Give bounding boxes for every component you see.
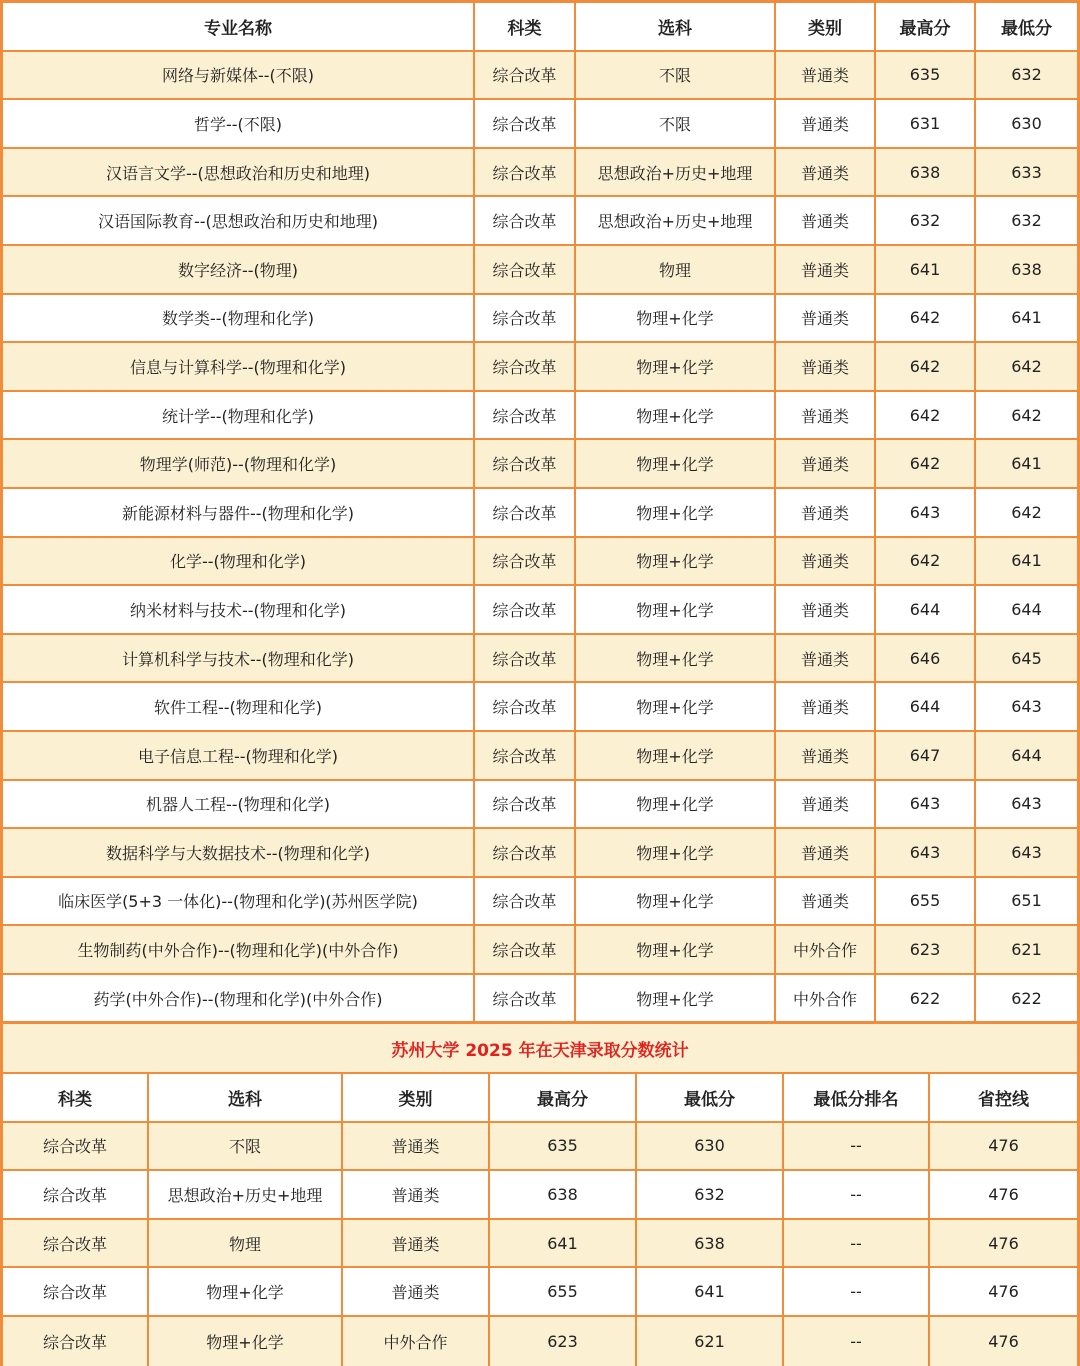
table-cell: 物理 [149,1220,343,1269]
table-cell: 632 [976,197,1077,246]
table-row [3,246,1077,295]
table-cell: 643 [976,829,1077,878]
table-cell: 物理+化学 [576,732,776,781]
table-cell: 物理+化学 [576,295,776,344]
table-cell: 数据科学与大数据技术--(物理和化学) [3,829,475,878]
table-row [3,586,1077,635]
table-row [3,829,1077,878]
section-title: 苏州大学 2025 年在天津录取分数统计 [3,1024,1077,1074]
table-cell: 普通类 [776,246,876,295]
table-cell: 临床医学(5+3 一体化)--(物理和化学)(苏州医学院) [3,878,475,927]
table-row [3,149,1077,198]
table-row [3,1317,1077,1366]
table-cell: 信息与计算科学--(物理和化学) [3,343,475,392]
table-cell: 普通类 [776,343,876,392]
table-row [3,100,1077,149]
table-cell: 普通类 [776,52,876,101]
table-cell: 生物制药(中外合作)--(物理和化学)(中外合作) [3,926,475,975]
table-cell: 软件工程--(物理和化学) [3,683,475,732]
major-scores-table [3,3,1077,1023]
table-cell: 物理+化学 [576,489,776,538]
table-cell: 综合改革 [475,100,576,149]
table-cell: 综合改革 [475,489,576,538]
table-cell: 物理 [576,246,776,295]
table-cell: 638 [976,246,1077,295]
table-cell: -- [784,1123,930,1172]
table-cell: 651 [976,878,1077,927]
table-cell: 643 [976,683,1077,732]
table-cell: 电子信息工程--(物理和化学) [3,732,475,781]
table-cell: 汉语言文学--(思想政治和历史和地理) [3,149,475,198]
table-cell: 综合改革 [3,1123,149,1172]
table-cell: 普通类 [776,149,876,198]
table-row [3,781,1077,830]
table-cell: 642 [976,343,1077,392]
table-header-row [3,1074,1077,1123]
table-cell: 476 [930,1317,1077,1366]
table-cell: 普通类 [776,392,876,441]
table-cell: 普通类 [343,1123,490,1172]
table-cell: 645 [976,635,1077,684]
table-cell: 641 [490,1220,637,1269]
table-cell: 630 [637,1123,784,1172]
table-cell: 642 [876,440,976,489]
header-cell: 选科 [576,3,776,52]
table-cell: 642 [876,343,976,392]
summary-scores-table [3,1074,1077,1366]
table-cell: 物理+化学 [576,975,776,1024]
table-cell: 655 [490,1268,637,1317]
table-cell: 普通类 [343,1171,490,1220]
header-cell: 选科 [149,1074,343,1123]
table-cell: -- [784,1268,930,1317]
table-cell: 新能源材料与器件--(物理和化学) [3,489,475,538]
table-cell: 643 [876,781,976,830]
page-frame [3,3,1077,1363]
table-row [3,732,1077,781]
table-cell: 普通类 [343,1268,490,1317]
table-cell: 623 [876,926,976,975]
table-cell: 物理+化学 [149,1317,343,1366]
table-row [3,1123,1077,1172]
table-cell: 632 [876,197,976,246]
header-cell: 科类 [3,1074,149,1123]
table-cell: 化学--(物理和化学) [3,538,475,587]
table-cell: 普通类 [776,295,876,344]
table-row [3,295,1077,344]
header-cell: 类别 [776,3,876,52]
table-cell: 642 [876,538,976,587]
table-cell: 普通类 [776,732,876,781]
table-cell: 机器人工程--(物理和化学) [3,781,475,830]
table-cell: 644 [876,683,976,732]
table-cell: 思想政治+历史+地理 [576,197,776,246]
table-cell: 476 [930,1268,1077,1317]
table-cell: 普通类 [776,489,876,538]
table-cell: 思想政治+历史+地理 [576,149,776,198]
table-cell: 655 [876,878,976,927]
table-cell: 638 [876,149,976,198]
table-cell: 普通类 [776,197,876,246]
table-cell: 汉语国际教育--(思想政治和历史和地理) [3,197,475,246]
table-cell: 646 [876,635,976,684]
table-cell: 642 [976,489,1077,538]
table-cell: 不限 [576,52,776,101]
table-row [3,440,1077,489]
table-row [3,392,1077,441]
table-cell: 641 [976,440,1077,489]
table-row [3,197,1077,246]
table-row [3,683,1077,732]
table-cell: 632 [637,1171,784,1220]
table-row [3,1171,1077,1220]
table-cell: 普通类 [776,683,876,732]
table-cell: 647 [876,732,976,781]
table-cell: 物理+化学 [576,781,776,830]
table-cell: 638 [490,1171,637,1220]
table-cell: 普通类 [343,1220,490,1269]
table-cell: -- [784,1317,930,1366]
table-cell: 计算机科学与技术--(物理和化学) [3,635,475,684]
header-cell: 科类 [475,3,576,52]
table-cell: 物理+化学 [576,392,776,441]
table-cell: 不限 [149,1123,343,1172]
table-cell: 普通类 [776,100,876,149]
table-cell: 药学(中外合作)--(物理和化学)(中外合作) [3,975,475,1024]
table-cell: 综合改革 [475,440,576,489]
table-cell: 物理+化学 [149,1268,343,1317]
table-cell: 644 [876,586,976,635]
table-header-row [3,3,1077,52]
table-cell: 641 [876,246,976,295]
table-cell: 635 [490,1123,637,1172]
table-cell: -- [784,1220,930,1269]
table-cell: 综合改革 [475,926,576,975]
table-cell: 物理学(师范)--(物理和化学) [3,440,475,489]
table-row [3,975,1077,1024]
table-cell: 630 [976,100,1077,149]
table-cell: 621 [976,926,1077,975]
table-cell: 综合改革 [475,635,576,684]
header-cell: 专业名称 [3,3,475,52]
table-cell: 综合改革 [475,829,576,878]
table-cell: 综合改革 [475,586,576,635]
table-cell: 数字经济--(物理) [3,246,475,295]
table-cell: 普通类 [776,781,876,830]
table-row [3,878,1077,927]
table-cell: 476 [930,1123,1077,1172]
header-cell: 最低分 [976,3,1077,52]
table-cell: 思想政治+历史+地理 [149,1171,343,1220]
table-cell: 数学类--(物理和化学) [3,295,475,344]
table-cell: 网络与新媒体--(不限) [3,52,475,101]
table-row [3,343,1077,392]
table-cell: 物理+化学 [576,926,776,975]
table-row [3,52,1077,101]
table-cell: -- [784,1171,930,1220]
table-cell: 中外合作 [343,1317,490,1366]
table-cell: 641 [637,1268,784,1317]
table-cell: 不限 [576,100,776,149]
table-cell: 物理+化学 [576,586,776,635]
table-cell: 643 [976,781,1077,830]
table-cell: 物理+化学 [576,343,776,392]
table-cell: 综合改革 [3,1317,149,1366]
table-cell: 综合改革 [475,878,576,927]
table-row [3,538,1077,587]
table-row [3,635,1077,684]
table-cell: 统计学--(物理和化学) [3,392,475,441]
table-cell: 642 [976,392,1077,441]
table-cell: 642 [876,295,976,344]
header-cell: 最低分 [637,1074,784,1123]
header-cell: 最高分 [490,1074,637,1123]
table-cell: 621 [637,1317,784,1366]
table-cell: 643 [876,489,976,538]
table-cell: 综合改革 [3,1171,149,1220]
table-cell: 综合改革 [3,1268,149,1317]
table-cell: 623 [490,1317,637,1366]
table-cell: 中外合作 [776,926,876,975]
header-cell: 最高分 [876,3,976,52]
table-cell: 622 [876,975,976,1024]
table-cell: 综合改革 [475,732,576,781]
table-cell: 综合改革 [3,1220,149,1269]
table-cell: 综合改革 [475,538,576,587]
table-cell: 普通类 [776,586,876,635]
table-row [3,1268,1077,1317]
table-cell: 普通类 [776,440,876,489]
table-cell: 综合改革 [475,246,576,295]
table-cell: 普通类 [776,829,876,878]
table-cell: 哲学--(不限) [3,100,475,149]
table-cell: 638 [637,1220,784,1269]
table-cell: 476 [930,1171,1077,1220]
table-cell: 综合改革 [475,295,576,344]
table-cell: 物理+化学 [576,538,776,587]
table-cell: 物理+化学 [576,683,776,732]
table-cell: 物理+化学 [576,829,776,878]
table-row [3,489,1077,538]
header-cell: 省控线 [930,1074,1077,1123]
table-cell: 644 [976,586,1077,635]
table-cell: 普通类 [776,538,876,587]
table-cell: 物理+化学 [576,635,776,684]
table-cell: 综合改革 [475,149,576,198]
table-cell: 物理+化学 [576,440,776,489]
table-cell: 476 [930,1220,1077,1269]
table-cell: 普通类 [776,878,876,927]
header-cell: 类别 [343,1074,490,1123]
table-cell: 641 [976,295,1077,344]
table-cell: 635 [876,52,976,101]
table-cell: 综合改革 [475,392,576,441]
table-cell: 综合改革 [475,683,576,732]
table-cell: 普通类 [776,635,876,684]
header-cell: 最低分排名 [784,1074,930,1123]
table-row [3,926,1077,975]
table-cell: 综合改革 [475,197,576,246]
table-cell: 622 [976,975,1077,1024]
table-cell: 642 [876,392,976,441]
table-cell: 综合改革 [475,781,576,830]
table-cell: 631 [876,100,976,149]
table-cell: 633 [976,149,1077,198]
table-cell: 中外合作 [776,975,876,1024]
table-cell: 644 [976,732,1077,781]
table-cell: 643 [876,829,976,878]
table-row [3,1220,1077,1269]
table-cell: 综合改革 [475,975,576,1024]
table-cell: 632 [976,52,1077,101]
table-cell: 纳米材料与技术--(物理和化学) [3,586,475,635]
table-cell: 641 [976,538,1077,587]
table-cell: 物理+化学 [576,878,776,927]
table-cell: 综合改革 [475,343,576,392]
table-cell: 综合改革 [475,52,576,101]
